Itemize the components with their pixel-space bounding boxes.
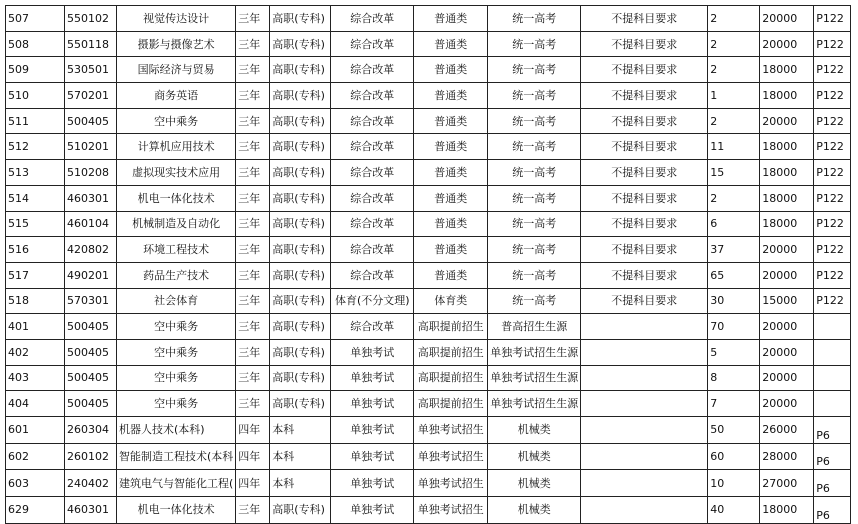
subject-requirement-cell: 不提科目要求 — [581, 57, 708, 83]
years-cell: 三年 — [236, 108, 270, 134]
exam-type-cell: 机械类 — [488, 470, 581, 497]
code-cell: 550118 — [65, 31, 117, 57]
table-row — [6, 470, 851, 497]
table-row — [6, 134, 851, 160]
table-row — [6, 314, 851, 340]
major-cell: 虚拟现实技术应用 — [117, 160, 236, 186]
page-ref-cell: P122 — [814, 237, 851, 263]
major-cell: 智能制造工程技术(本科 — [117, 443, 236, 470]
tuition-cell: 20000 — [760, 314, 814, 340]
subject-requirement-cell: 不提科目要求 — [581, 160, 708, 186]
category-cell: 普通类 — [414, 108, 488, 134]
tuition-cell: 20000 — [760, 339, 814, 365]
page-ref-cell: P122 — [814, 83, 851, 109]
subject-requirement-cell — [581, 365, 708, 391]
subject-requirement-cell: 不提科目要求 — [581, 262, 708, 288]
level-cell: 高职(专科) — [270, 108, 331, 134]
exam-type-cell: 统一高考 — [488, 134, 581, 160]
exam-type-cell: 统一高考 — [488, 6, 581, 32]
category-cell: 普通类 — [414, 31, 488, 57]
major-cell: 社会体育 — [117, 288, 236, 314]
tuition-cell: 20000 — [760, 365, 814, 391]
exam-type-cell: 机械类 — [488, 443, 581, 470]
page-ref-cell: P122 — [814, 160, 851, 186]
years-cell: 三年 — [236, 160, 270, 186]
category-cell: 体育类 — [414, 288, 488, 314]
page-ref-cell: P122 — [814, 134, 851, 160]
exam-type-cell: 统一高考 — [488, 160, 581, 186]
table-row — [6, 211, 851, 237]
tuition-cell: 18000 — [760, 83, 814, 109]
years-cell: 三年 — [236, 57, 270, 83]
major-cell: 机电一体化技术 — [117, 185, 236, 211]
tuition-cell: 20000 — [760, 31, 814, 57]
table-row — [6, 443, 851, 470]
table-row — [6, 365, 851, 391]
subject-requirement-cell — [581, 443, 708, 470]
level-cell: 本科 — [270, 443, 331, 470]
subject-requirement-cell: 不提科目要求 — [581, 185, 708, 211]
exam-type-cell: 统一高考 — [488, 57, 581, 83]
major-cell: 空中乘务 — [117, 365, 236, 391]
years-cell: 四年 — [236, 470, 270, 497]
major-cell: 机械制造及自动化 — [117, 211, 236, 237]
table-row — [6, 83, 851, 109]
admission-type-cell: 综合改革 — [331, 6, 414, 32]
years-cell: 三年 — [236, 365, 270, 391]
major-cell: 空中乘务 — [117, 391, 236, 417]
page-ref-cell: P122 — [814, 108, 851, 134]
level-cell: 高职(专科) — [270, 160, 331, 186]
plan-count-cell: 5 — [708, 339, 760, 365]
major-cell: 机器人技术(本科) — [117, 417, 236, 444]
major-cell: 机电一体化技术 — [117, 497, 236, 524]
tuition-cell: 20000 — [760, 108, 814, 134]
exam-type-cell: 统一高考 — [488, 83, 581, 109]
major-cell: 空中乘务 — [117, 314, 236, 340]
plan-count-cell: 6 — [708, 211, 760, 237]
category-cell: 高职提前招生 — [414, 314, 488, 340]
category-cell: 单独考试招生 — [414, 417, 488, 444]
tuition-cell: 18000 — [760, 134, 814, 160]
seq-cell: 602 — [6, 443, 65, 470]
page-ref-cell: P6 — [814, 497, 851, 524]
seq-cell: 402 — [6, 339, 65, 365]
admission-type-cell: 综合改革 — [331, 83, 414, 109]
level-cell: 高职(专科) — [270, 365, 331, 391]
table-row — [6, 262, 851, 288]
category-cell: 普通类 — [414, 262, 488, 288]
tuition-cell: 20000 — [760, 237, 814, 263]
code-cell: 420802 — [65, 237, 117, 263]
seq-cell: 629 — [6, 497, 65, 524]
code-cell: 460104 — [65, 211, 117, 237]
years-cell: 三年 — [236, 339, 270, 365]
seq-cell: 401 — [6, 314, 65, 340]
subject-requirement-cell — [581, 314, 708, 340]
page-ref-cell: P122 — [814, 185, 851, 211]
major-cell: 空中乘务 — [117, 108, 236, 134]
code-cell: 460301 — [65, 497, 117, 524]
seq-cell: 509 — [6, 57, 65, 83]
table-row — [6, 57, 851, 83]
admission-type-cell: 单独考试 — [331, 443, 414, 470]
exam-type-cell: 统一高考 — [488, 237, 581, 263]
years-cell: 三年 — [236, 262, 270, 288]
seq-cell: 404 — [6, 391, 65, 417]
page-ref-cell: P122 — [814, 262, 851, 288]
plan-count-cell: 2 — [708, 6, 760, 32]
admission-type-cell: 单独考试 — [331, 470, 414, 497]
seq-cell: 515 — [6, 211, 65, 237]
exam-type-cell: 机械类 — [488, 497, 581, 524]
years-cell: 三年 — [236, 314, 270, 340]
admission-type-cell: 综合改革 — [331, 185, 414, 211]
plan-count-cell: 70 — [708, 314, 760, 340]
subject-requirement-cell: 不提科目要求 — [581, 211, 708, 237]
tuition-cell: 26000 — [760, 417, 814, 444]
page-ref-cell: P122 — [814, 211, 851, 237]
table-row — [6, 288, 851, 314]
level-cell: 高职(专科) — [270, 211, 331, 237]
seq-cell: 514 — [6, 185, 65, 211]
page-ref-cell — [814, 391, 851, 417]
table-row — [6, 108, 851, 134]
category-cell: 高职提前招生 — [414, 339, 488, 365]
page-ref-cell: P122 — [814, 57, 851, 83]
years-cell: 三年 — [236, 134, 270, 160]
plan-count-cell: 8 — [708, 365, 760, 391]
plan-count-cell: 2 — [708, 185, 760, 211]
table-body — [6, 6, 851, 524]
code-cell: 570201 — [65, 83, 117, 109]
plan-count-cell: 60 — [708, 443, 760, 470]
admission-type-cell: 体育(不分文理) — [331, 288, 414, 314]
page-ref-cell — [814, 339, 851, 365]
subject-requirement-cell — [581, 497, 708, 524]
years-cell: 三年 — [236, 288, 270, 314]
admission-type-cell: 综合改革 — [331, 57, 414, 83]
tuition-cell: 20000 — [760, 6, 814, 32]
code-cell: 500405 — [65, 391, 117, 417]
tuition-cell: 15000 — [760, 288, 814, 314]
admission-type-cell: 综合改革 — [331, 262, 414, 288]
level-cell: 高职(专科) — [270, 57, 331, 83]
admission-type-cell: 综合改革 — [331, 211, 414, 237]
level-cell: 高职(专科) — [270, 288, 331, 314]
tuition-cell: 20000 — [760, 262, 814, 288]
code-cell: 510208 — [65, 160, 117, 186]
seq-cell: 517 — [6, 262, 65, 288]
subject-requirement-cell: 不提科目要求 — [581, 134, 708, 160]
level-cell: 高职(专科) — [270, 497, 331, 524]
page-ref-cell — [814, 314, 851, 340]
category-cell: 高职提前招生 — [414, 365, 488, 391]
subject-requirement-cell: 不提科目要求 — [581, 108, 708, 134]
subject-requirement-cell — [581, 470, 708, 497]
level-cell: 高职(专科) — [270, 237, 331, 263]
plan-count-cell: 11 — [708, 134, 760, 160]
exam-type-cell: 单独考试招生生源 — [488, 391, 581, 417]
major-cell: 商务英语 — [117, 83, 236, 109]
seq-cell: 601 — [6, 417, 65, 444]
exam-type-cell: 统一高考 — [488, 31, 581, 57]
level-cell: 高职(专科) — [270, 339, 331, 365]
plan-count-cell: 65 — [708, 262, 760, 288]
major-cell: 视觉传达设计 — [117, 6, 236, 32]
plan-count-cell: 37 — [708, 237, 760, 263]
exam-type-cell: 普高招生生源 — [488, 314, 581, 340]
years-cell: 四年 — [236, 417, 270, 444]
exam-type-cell: 单独考试招生生源 — [488, 365, 581, 391]
table-row — [6, 391, 851, 417]
years-cell: 三年 — [236, 185, 270, 211]
category-cell: 普通类 — [414, 160, 488, 186]
tuition-cell: 18000 — [760, 160, 814, 186]
page-ref-cell: P6 — [814, 417, 851, 444]
exam-type-cell: 统一高考 — [488, 262, 581, 288]
admission-type-cell: 单独考试 — [331, 339, 414, 365]
code-cell: 570301 — [65, 288, 117, 314]
level-cell: 高职(专科) — [270, 262, 331, 288]
code-cell: 260102 — [65, 443, 117, 470]
table-row — [6, 160, 851, 186]
category-cell: 普通类 — [414, 134, 488, 160]
category-cell: 普通类 — [414, 6, 488, 32]
page-ref-cell: P6 — [814, 470, 851, 497]
major-cell: 环境工程技术 — [117, 237, 236, 263]
category-cell: 单独考试招生 — [414, 470, 488, 497]
table-row — [6, 185, 851, 211]
subject-requirement-cell — [581, 339, 708, 365]
plan-count-cell: 7 — [708, 391, 760, 417]
seq-cell: 403 — [6, 365, 65, 391]
plan-count-cell: 30 — [708, 288, 760, 314]
code-cell: 500405 — [65, 339, 117, 365]
tuition-cell: 18000 — [760, 211, 814, 237]
admission-type-cell: 综合改革 — [331, 108, 414, 134]
years-cell: 三年 — [236, 6, 270, 32]
plan-count-cell: 15 — [708, 160, 760, 186]
category-cell: 普通类 — [414, 83, 488, 109]
admission-type-cell: 单独考试 — [331, 391, 414, 417]
subject-requirement-cell: 不提科目要求 — [581, 6, 708, 32]
page-ref-cell: P122 — [814, 6, 851, 32]
years-cell: 三年 — [236, 211, 270, 237]
exam-type-cell: 机械类 — [488, 417, 581, 444]
subject-requirement-cell: 不提科目要求 — [581, 237, 708, 263]
major-cell: 药品生产技术 — [117, 262, 236, 288]
admission-type-cell: 综合改革 — [331, 237, 414, 263]
major-cell: 国际经济与贸易 — [117, 57, 236, 83]
major-cell: 摄影与摄像艺术 — [117, 31, 236, 57]
code-cell: 240402 — [65, 470, 117, 497]
years-cell: 三年 — [236, 237, 270, 263]
subject-requirement-cell — [581, 417, 708, 444]
seq-cell: 508 — [6, 31, 65, 57]
code-cell: 530501 — [65, 57, 117, 83]
exam-type-cell: 统一高考 — [488, 211, 581, 237]
seq-cell: 518 — [6, 288, 65, 314]
level-cell: 本科 — [270, 417, 331, 444]
exam-type-cell: 单独考试招生生源 — [488, 339, 581, 365]
tuition-cell: 20000 — [760, 391, 814, 417]
years-cell: 三年 — [236, 497, 270, 524]
exam-type-cell: 统一高考 — [488, 288, 581, 314]
years-cell: 三年 — [236, 391, 270, 417]
tuition-cell: 18000 — [760, 57, 814, 83]
admission-type-cell: 综合改革 — [331, 31, 414, 57]
table-row — [6, 6, 851, 32]
table-row — [6, 237, 851, 263]
code-cell: 260304 — [65, 417, 117, 444]
level-cell: 高职(专科) — [270, 134, 331, 160]
seq-cell: 516 — [6, 237, 65, 263]
code-cell: 550102 — [65, 6, 117, 32]
code-cell: 490201 — [65, 262, 117, 288]
page-ref-cell: P122 — [814, 31, 851, 57]
subject-requirement-cell — [581, 391, 708, 417]
code-cell: 460301 — [65, 185, 117, 211]
plan-count-cell: 40 — [708, 497, 760, 524]
years-cell: 四年 — [236, 443, 270, 470]
admission-type-cell: 单独考试 — [331, 417, 414, 444]
category-cell: 普通类 — [414, 211, 488, 237]
table-row — [6, 417, 851, 444]
tuition-cell: 18000 — [760, 185, 814, 211]
admission-type-cell: 综合改革 — [331, 160, 414, 186]
table-row — [6, 497, 851, 524]
tuition-cell: 27000 — [760, 470, 814, 497]
page-ref-cell: P6 — [814, 443, 851, 470]
seq-cell: 511 — [6, 108, 65, 134]
plan-count-cell: 10 — [708, 470, 760, 497]
seq-cell: 510 — [6, 83, 65, 109]
table-row — [6, 339, 851, 365]
plan-count-cell: 50 — [708, 417, 760, 444]
level-cell: 高职(专科) — [270, 83, 331, 109]
category-cell: 单独考试招生 — [414, 443, 488, 470]
exam-type-cell: 统一高考 — [488, 108, 581, 134]
code-cell: 510201 — [65, 134, 117, 160]
level-cell: 高职(专科) — [270, 314, 331, 340]
level-cell: 高职(专科) — [270, 6, 331, 32]
admission-type-cell: 单独考试 — [331, 497, 414, 524]
code-cell: 500405 — [65, 108, 117, 134]
admission-type-cell: 单独考试 — [331, 365, 414, 391]
major-cell: 建筑电气与智能化工程( — [117, 470, 236, 497]
major-cell: 计算机应用技术 — [117, 134, 236, 160]
seq-cell: 603 — [6, 470, 65, 497]
category-cell: 单独考试招生 — [414, 497, 488, 524]
admission-type-cell: 综合改革 — [331, 134, 414, 160]
table-row — [6, 31, 851, 57]
years-cell: 三年 — [236, 83, 270, 109]
enrollment-plan-table — [5, 5, 851, 524]
plan-count-cell: 1 — [708, 83, 760, 109]
years-cell: 三年 — [236, 31, 270, 57]
plan-count-cell: 2 — [708, 108, 760, 134]
plan-count-cell: 2 — [708, 31, 760, 57]
page-ref-cell — [814, 365, 851, 391]
level-cell: 高职(专科) — [270, 185, 331, 211]
subject-requirement-cell: 不提科目要求 — [581, 83, 708, 109]
code-cell: 500405 — [65, 314, 117, 340]
level-cell: 高职(专科) — [270, 391, 331, 417]
level-cell: 本科 — [270, 470, 331, 497]
seq-cell: 513 — [6, 160, 65, 186]
category-cell: 普通类 — [414, 237, 488, 263]
code-cell: 500405 — [65, 365, 117, 391]
tuition-cell: 28000 — [760, 443, 814, 470]
subject-requirement-cell: 不提科目要求 — [581, 288, 708, 314]
subject-requirement-cell: 不提科目要求 — [581, 31, 708, 57]
seq-cell: 507 — [6, 6, 65, 32]
category-cell: 普通类 — [414, 57, 488, 83]
level-cell: 高职(专科) — [270, 31, 331, 57]
exam-type-cell: 统一高考 — [488, 185, 581, 211]
seq-cell: 512 — [6, 134, 65, 160]
category-cell: 普通类 — [414, 185, 488, 211]
category-cell: 高职提前招生 — [414, 391, 488, 417]
plan-count-cell: 2 — [708, 57, 760, 83]
major-cell: 空中乘务 — [117, 339, 236, 365]
tuition-cell: 18000 — [760, 497, 814, 524]
page-ref-cell: P122 — [814, 288, 851, 314]
admission-type-cell: 综合改革 — [331, 314, 414, 340]
